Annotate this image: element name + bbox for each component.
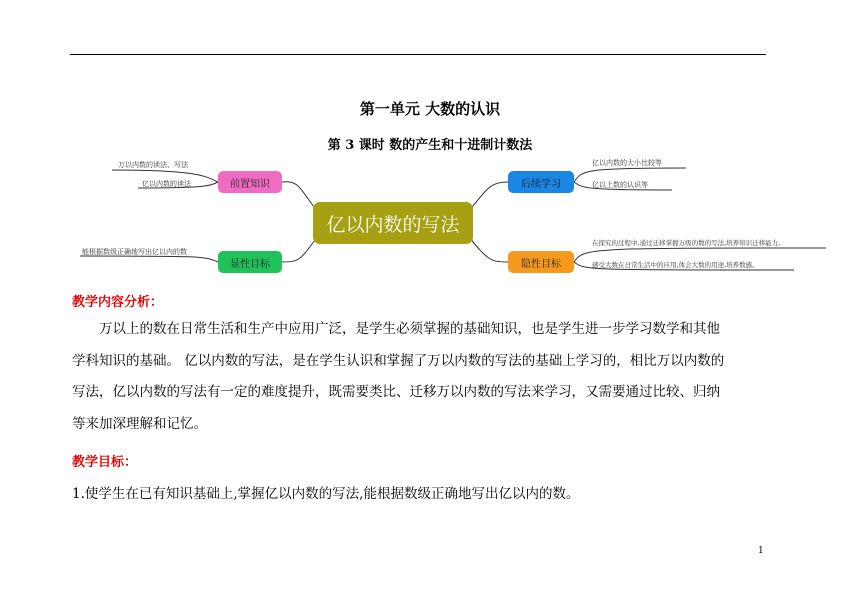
analysis-line-1: 万以上的数在日常生活和生产中应用广泛，是学生必须掌握的基础知识，也是学生进一步学习数学和其他 <box>99 321 720 337</box>
prereq-item-1: 万以内数的读法、写法 <box>118 161 188 169</box>
connector-explicit <box>282 236 318 262</box>
node-prereq-label: 前置知识 <box>230 178 270 190</box>
followup-item-2: 亿以上数的认识等 <box>592 181 648 189</box>
analysis-line-3: 写法，亿以内数的写法有一定的难度提升，既需要类比、迁移万以内数的写法来学习，又需要通过比较、归纳 <box>72 384 720 400</box>
node-implicit-label: 隐性目标 <box>521 258 561 270</box>
node-explicit-label: 显性目标 <box>230 258 270 270</box>
prereq-item-2: 亿以内数的读法 <box>142 180 191 188</box>
analysis-line-4: 等来加深理解和记忆。 <box>72 415 207 432</box>
node-prereq <box>218 171 282 193</box>
node-implicit <box>508 251 574 273</box>
mind-map <box>0 150 860 280</box>
mind-map-center <box>313 202 473 244</box>
node-followup <box>508 171 574 193</box>
unit-title: 第一单元 大数的认识 <box>359 100 501 118</box>
analysis-paragraph <box>72 314 772 440</box>
page-number: 1 <box>758 546 764 556</box>
node-explicit <box>218 251 282 273</box>
goals-heading: 教学目标： <box>72 455 138 470</box>
header-rule <box>70 54 766 55</box>
node-followup-label: 后续学习 <box>521 178 561 190</box>
lesson-title: 第 3 课时 数的产生和十进制计数法 <box>327 138 533 153</box>
analysis-line-2: 学科知识的基础。 亿以内数的写法，是在学生认识和掌握了万以内数的写法的基础上学习的，相比万以内数的 <box>72 352 725 369</box>
center-label: 亿以内数的写法 <box>326 213 460 236</box>
explicit-item-1: 能根据数级正确地写出亿以内的数 <box>82 248 187 256</box>
analysis-heading: 教学内容分析： <box>72 295 164 310</box>
goal-item-1: 1.使学生在已有知识基础上,掌握亿以内数的写法,能根据数级正确地写出亿以内的数。 <box>72 486 580 502</box>
connector-followup <box>468 182 508 212</box>
connector-implicit <box>468 236 508 262</box>
followup-item-1: 亿以内数的大小比较等 <box>592 159 662 167</box>
implicit-item-2: 感受大数在日常生活中的应用,体会大数的用途,培养数感。 <box>592 261 759 269</box>
implicit-item-1: 在探究的过程中,通过迁移掌握万级的数的写法,培养知识迁移能力。 <box>592 239 785 247</box>
